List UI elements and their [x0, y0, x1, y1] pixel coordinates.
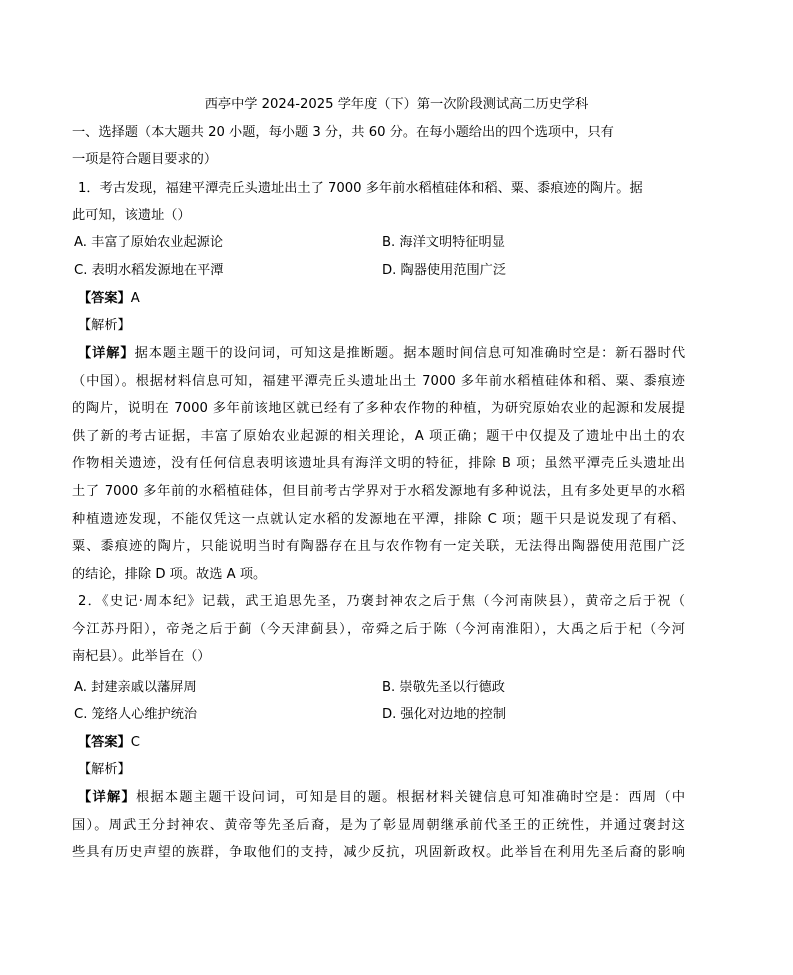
q1-stem-line-2: 此可知，该遗址（） — [72, 208, 191, 223]
q2-detail-label: 【详解】 — [78, 790, 136, 805]
q2-detail-line-3: 些具有历史声望的族群，争取他们的支持，减少反抗，巩固新政权。此举旨在利用先圣后裔的影响 — [72, 845, 685, 860]
q2-detail-line-2: 国）。周武王分封神农、黄帝等先圣后裔，是为了彰显周朝继承前代圣王的正统性，并通过褒封这 — [72, 818, 685, 833]
q1-stem-line-1: 1．考古发现，福建平潭壳丘头遗址出土了 7000 多年前水稻植硅体和稻、粟、黍痕迹的陶片。据 — [78, 181, 643, 196]
q1-detail-line-2: （中国）。根据材料信息可知，福建平潭壳丘头遗址出土 7000 多年前水稻植硅体和稻、粟、黍痕迹 — [72, 374, 685, 389]
q2-option-a: A. 封建亲戚以藩屏周 — [74, 680, 197, 695]
section-heading-line-1: 一、选择题（本大题共 20 小题，每小题 3 分，共 60 分。在每小题给出的四个选项中，只有 — [72, 125, 614, 140]
q1-answer — [78, 290, 140, 308]
q2-answer-value: C — [130, 735, 140, 750]
q1-detail-line-9: 的结论，排除 D 项。故选 A 项。 — [72, 567, 267, 582]
q1-answer-value: A — [130, 291, 140, 306]
q1-detail-line-1 — [78, 345, 685, 363]
q1-detail-text-1: 据本题主题干的设问词，可知这是推断题。据本题时间信息可知准确时空是：新石器时代 — [134, 346, 686, 361]
q1-detail-line-3: 的陶片，说明在 7000 多年前该地区就已经有了多种农作物的种植，为研究原始农业的起源和发展提 — [72, 401, 685, 416]
q1-detail-line-8: 粟、黍痕迹的陶片，只能说明当时有陶器存在且与农作物有一定关联，无法得出陶器使用范围广泛 — [72, 539, 685, 554]
document-title: 西亭中学 2024-2025 学年度（下）第一次阶段测试高二历史学科 — [204, 97, 589, 112]
q2-option-d: D. 强化对边地的控制 — [382, 707, 507, 722]
q1-detail-label: 【详解】 — [78, 346, 135, 361]
q2-answer-label: 【答案】 — [78, 735, 131, 750]
q1-detail-line-7: 种植遗迹发现，不能仅凭这一点就认定水稻的发源地在平潭，排除 C 项；题干只是说发现了有稻、 — [72, 512, 685, 527]
section-heading-line-2: 一项是符合题目要求的） — [72, 152, 218, 167]
q1-detail-line-5: 作物相关遗迹，没有任何信息表明该遗址具有海洋文明的特征，排除 B 项；虽然平潭壳丘头遗址出 — [72, 456, 685, 471]
q2-detail-line-1 — [78, 789, 685, 807]
q2-option-b: B. 崇敬先圣以行德政 — [382, 680, 505, 695]
q2-stem-line-1: 2．《史记·周本纪》记载，武王追思先圣，乃褒封神农之后于焦（今河南陕县），黄帝之后于祝（ — [78, 594, 685, 609]
q1-option-d: D. 陶器使用范围广泛 — [382, 263, 507, 278]
q2-stem-line-2: 今江苏丹阳），帝尧之后于蓟（今天津蓟县），帝舜之后于陈（今河南淮阳），大禹之后于杞（今河 — [72, 622, 685, 637]
q2-answer — [78, 734, 140, 752]
q1-detail-line-4: 供了新的考古证据，丰富了原始农业起源的相关理论，A 项正确；题干中仅提及了遗址中出土的农 — [72, 429, 685, 444]
q1-analysis-label: 【解析】 — [78, 318, 131, 333]
q1-option-c: C. 表明水稻发源地在平潭 — [74, 263, 224, 278]
q1-answer-label: 【答案】 — [78, 291, 131, 306]
q1-detail-line-6: 土了 7000 多年前的水稻植硅体，但目前考古学界对于水稻发源地有多种说法，且有多处更早的水稻 — [72, 484, 685, 499]
q1-option-a: A. 丰富了原始农业起源论 — [74, 235, 224, 250]
q2-stem-line-3: 南杞县）。此举旨在（） — [72, 649, 211, 664]
q2-detail-text-1: 根据本题主题干设问词，可知是目的题。根据材料关键信息可知准确时空是：西周（中 — [135, 790, 686, 805]
q2-analysis-label: 【解析】 — [78, 762, 131, 777]
q2-option-c: C. 笼络人心维护统治 — [74, 707, 198, 722]
q1-option-b: B. 海洋文明特征明显 — [382, 235, 505, 250]
